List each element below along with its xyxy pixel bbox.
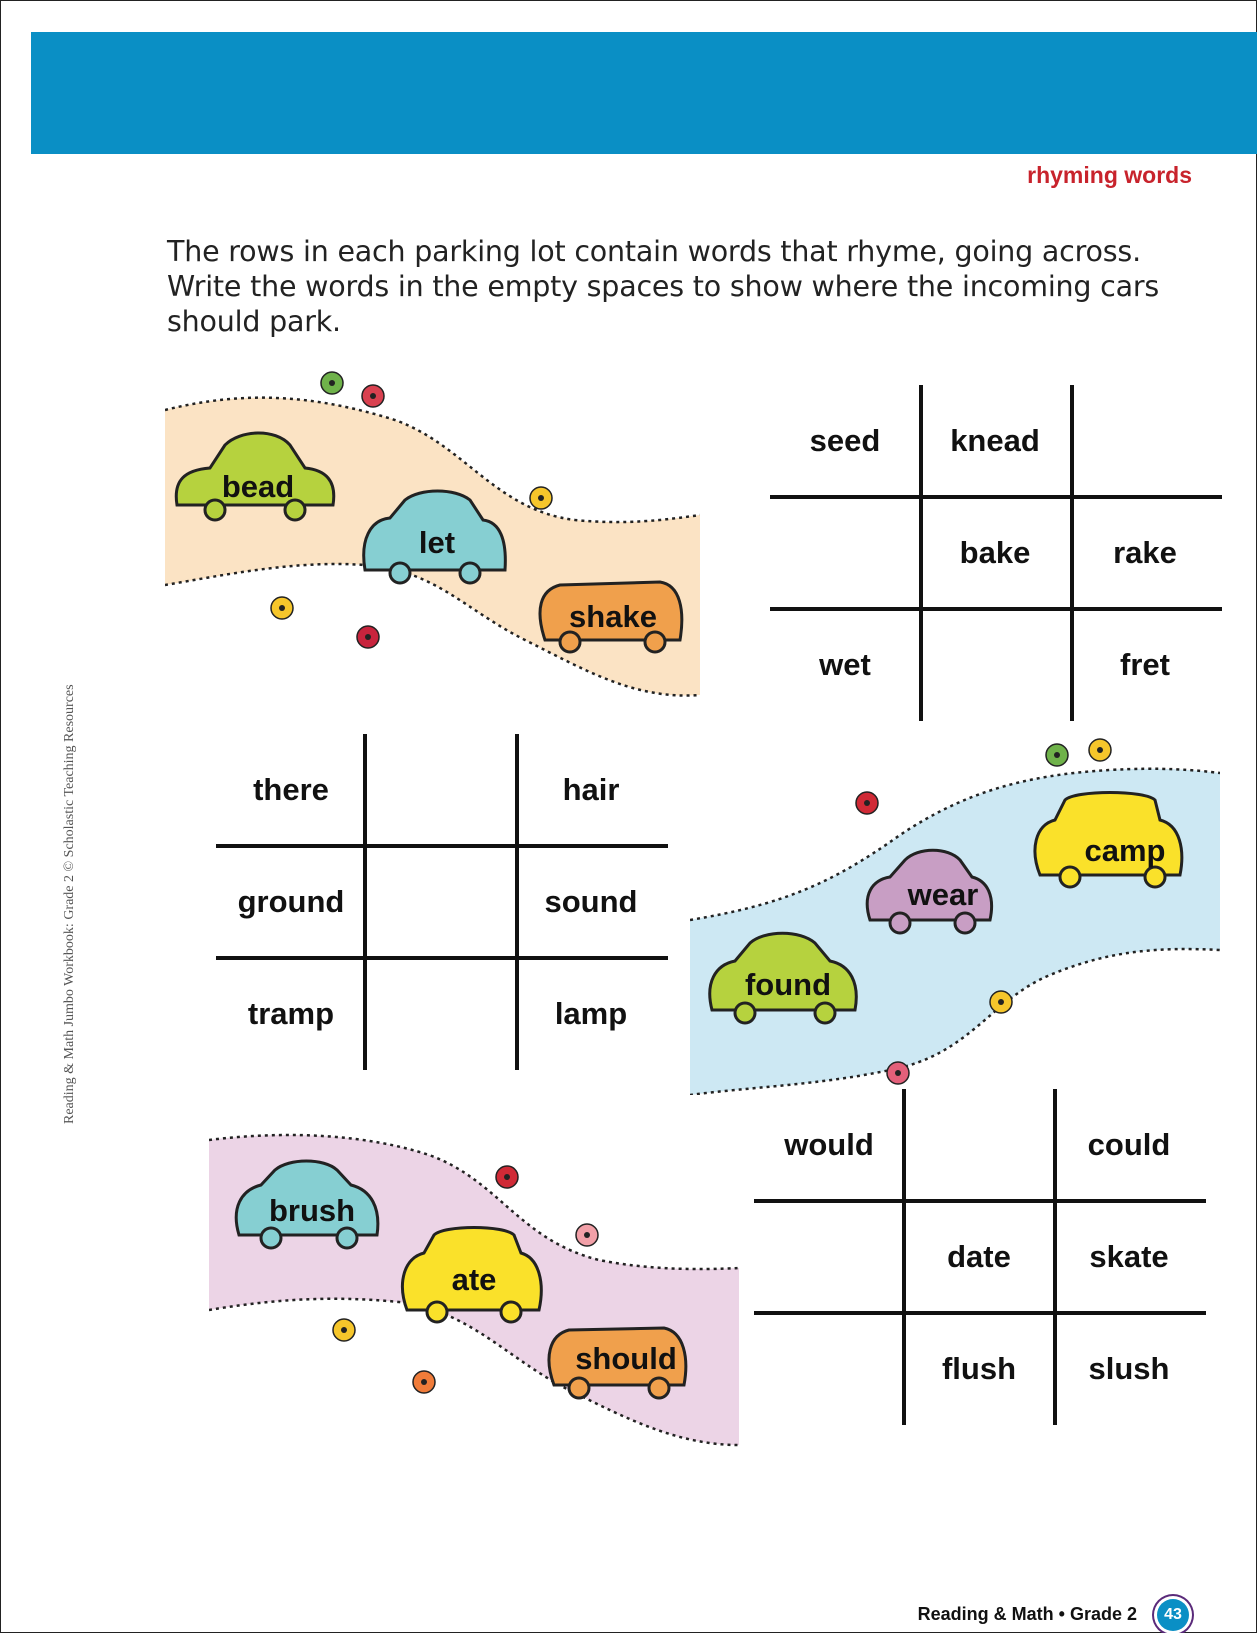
- flower-icon: [576, 1224, 598, 1246]
- road-3: [209, 1120, 739, 1450]
- flower-icon: [357, 626, 379, 648]
- car-label: should: [575, 1341, 677, 1376]
- flower-icon: [887, 1062, 909, 1084]
- lot-cell: wet: [819, 647, 871, 682]
- lot-cell-blank[interactable]: [920, 609, 1070, 721]
- lot-cell: hair: [562, 772, 620, 807]
- lot-cell: would: [784, 1127, 874, 1162]
- road-2: [690, 725, 1220, 1095]
- flower-icon: [1046, 744, 1068, 766]
- lot-cell-blank[interactable]: [366, 734, 516, 846]
- lot-cell: ground: [237, 884, 345, 919]
- car-label: wear: [907, 877, 979, 912]
- car-label: brush: [268, 1193, 356, 1228]
- lot-cell: knead: [950, 423, 1040, 458]
- page-number-badge: 43: [1157, 1599, 1189, 1631]
- lot-cell: date: [947, 1239, 1011, 1274]
- flower-icon: [333, 1319, 355, 1341]
- lot-cell-blank[interactable]: [754, 1313, 904, 1425]
- flower-icon: [271, 597, 293, 619]
- lot-cell: flush: [941, 1351, 1017, 1386]
- car-label: camp: [1084, 833, 1166, 868]
- lot-cell: lamp: [554, 996, 628, 1031]
- car-label: found: [744, 967, 832, 1002]
- parking-lot-1: [770, 385, 1222, 721]
- lot-cell: skate: [1089, 1239, 1169, 1274]
- instructions-text: The rows in each parking lot contain words that rhyme, going across. Write the words in the empty spaces to show where the incoming cars should park.: [167, 235, 1160, 338]
- parking-lot-3: [754, 1089, 1206, 1425]
- flower-icon: [321, 372, 343, 394]
- flower-icon: [856, 792, 878, 814]
- lot-cell-blank[interactable]: [754, 1201, 904, 1313]
- lot-cell: slush: [1088, 1351, 1170, 1386]
- lot-cell-blank[interactable]: [366, 846, 516, 958]
- flower-icon: [530, 487, 552, 509]
- lot-cell: tramp: [247, 996, 335, 1031]
- car-label: ate: [451, 1262, 497, 1297]
- header-banner: [31, 32, 1257, 154]
- sidebar-credit: Reading & Math Jumbo Workbook: Grade 2 © Scholastic Teaching Resources: [62, 684, 77, 1124]
- lot-cell: fret: [1120, 647, 1170, 682]
- car-label: shake: [569, 599, 657, 634]
- lot-cell-blank[interactable]: [366, 958, 516, 1070]
- flower-icon: [496, 1166, 518, 1188]
- car-shake: [540, 582, 682, 652]
- lot-cell-blank[interactable]: [1070, 385, 1220, 497]
- lot-cell: rake: [1113, 535, 1177, 570]
- flower-icon: [1089, 739, 1111, 761]
- parking-lot-2: [216, 734, 668, 1070]
- flower-icon: [990, 991, 1012, 1013]
- flower-icon: [362, 385, 384, 407]
- lot-cell: could: [1087, 1127, 1171, 1162]
- lot-cell: there: [253, 772, 329, 807]
- footer-book-title: Reading & Math • Grade 2: [917, 1604, 1137, 1624]
- flower-icon: [413, 1371, 435, 1393]
- lot-cell: seed: [809, 423, 881, 458]
- lot-cell-blank[interactable]: [904, 1089, 1054, 1201]
- lot-cell: bake: [959, 535, 1031, 570]
- car-label: bead: [221, 469, 295, 504]
- road-1: [165, 370, 700, 700]
- topic-label: rhyming words: [1027, 162, 1192, 188]
- car-label: let: [418, 525, 456, 560]
- lot-cell-blank[interactable]: [770, 497, 920, 609]
- lot-cell: sound: [544, 884, 638, 919]
